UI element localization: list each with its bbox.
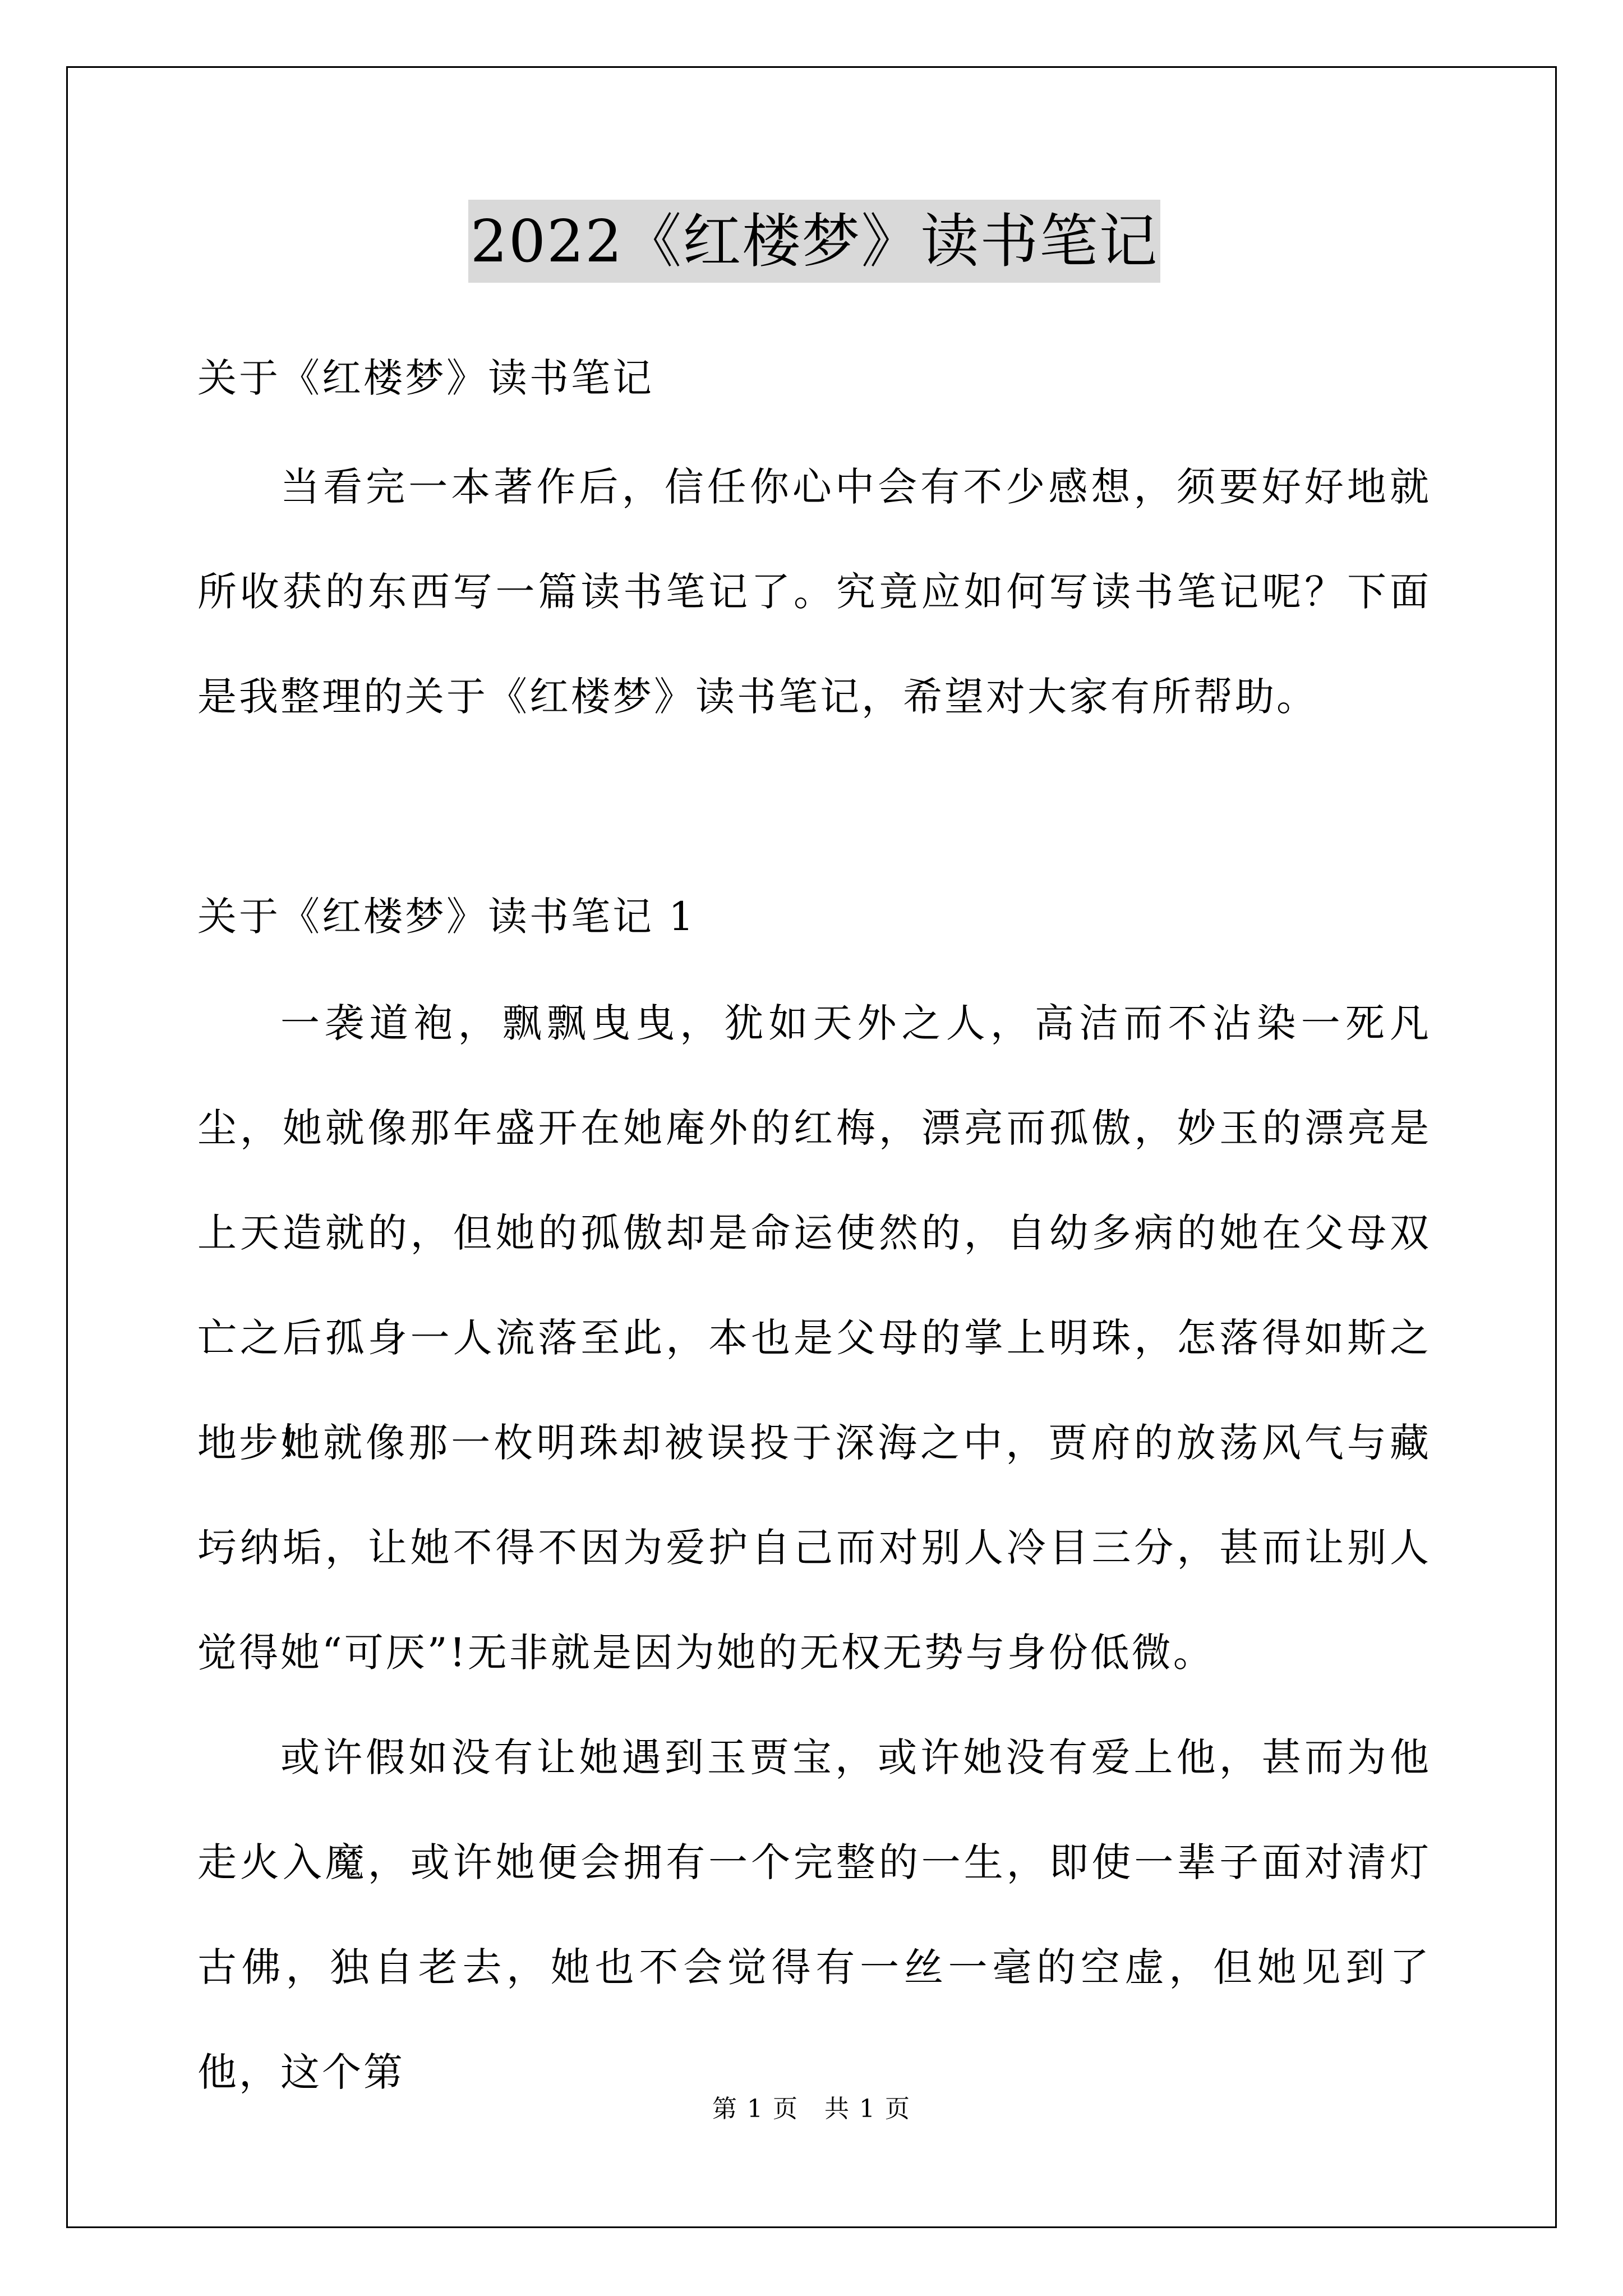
document-title: 2022《红楼梦》读书笔记 — [468, 200, 1161, 283]
title-container — [197, 200, 1431, 283]
intro-heading: 关于《红楼梦》读书笔记 — [197, 355, 654, 401]
body-paragraph-3: 或许假如没有让她遇到玉贾宝，或许她没有爱上他，甚而为他走火入魔，或许她便会拥有一个完整的一生，即使一辈子面对清灯古佛，独自老去，她也不会觉得有一丝一毫的空虚，但她见到了他，这个第 — [197, 1734, 1431, 2095]
page-footer: 第 1 页 共 1 页 — [712, 2095, 911, 2123]
intro-paragraph: 当看完一本著作后，信任你心中会有不少感想，须要好好地就所收获的东西写一篇读书笔记了。究竟应如何写读书笔记呢？下面是我整理的关于《红楼梦》读书笔记，希望对大家有所帮助。 — [197, 464, 1431, 720]
body-paragraph-1: 一袭道袍，飘飘曳曳，犹如天外之人，高洁而不沾染一死凡尘，她就像那年盛开在她庵外的红梅，漂亮而孤傲，妙玉的漂亮是上天造就的，但她的孤傲却是命运使然的，自幼多病的她在父母双亡之后孤身一人流落至此，本也是父母的掌上明珠，怎落得如斯之地步! — [197, 1000, 1431, 1466]
section-heading: 关于《红楼梦》读书笔记 1 — [197, 894, 696, 940]
body-paragraph-2: 她就像那一枚明珠却被误投于深海之中，贾府的放荡风气与藏圬纳垢，让她不得不因为爱护自己而对别人冷目三分，甚而让别人觉得她“可厌”!无非就是因为她的无权无势与身份低微。 — [197, 1420, 1431, 1676]
